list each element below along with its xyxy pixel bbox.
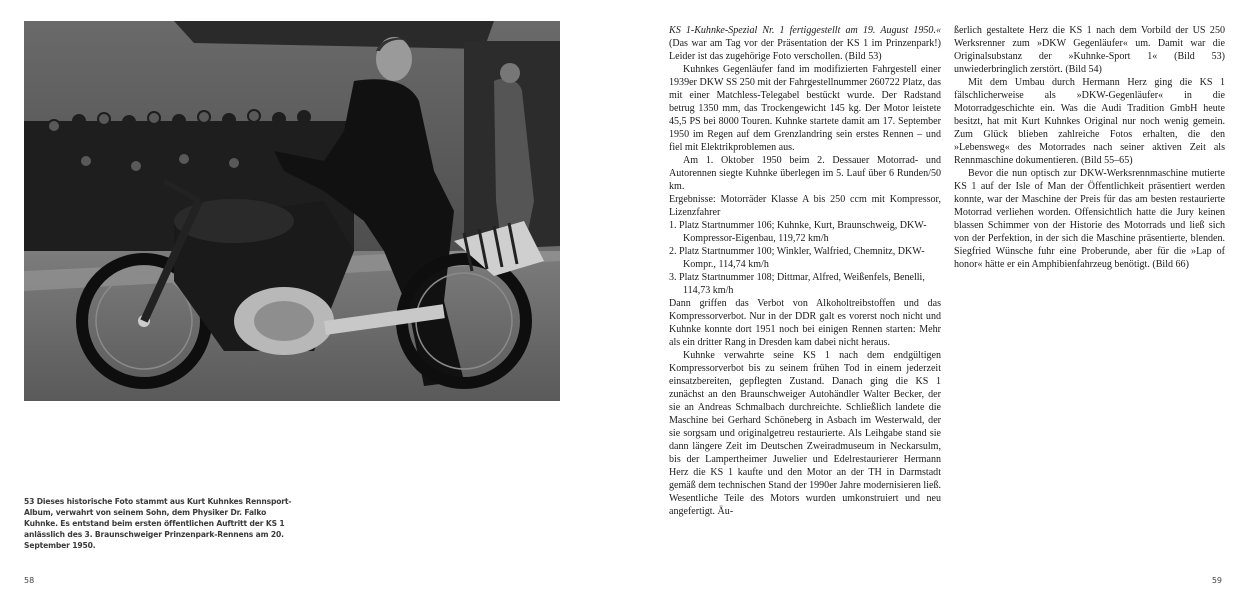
paragraph-text: (Das war am Tag vor der Präsentation der KS 1 im Prinzenpark!) Leider ist das zugehörige Foto verschollen. (Bild 53) bbox=[669, 38, 941, 62]
paragraph bbox=[669, 24, 941, 63]
paragraph: ßerlich gestaltete Herz die KS 1 nach dem Vorbild der US 250 Werksrenner zum »DKW Gegenläufer« um. Damit war die Originalsubstanz der »Kuhnke-Sport 1« (Bild 53) unwiederbringlich zerstört. (Bild 54) bbox=[954, 25, 1225, 75]
italic-quote: KS 1-Kuhnke-Spezial Nr. 1 fertiggestellt am 19. August 1950.« bbox=[669, 25, 941, 36]
text-column-1 bbox=[669, 24, 941, 518]
right-page bbox=[629, 0, 1258, 608]
historic-motorcycle-photo bbox=[24, 21, 560, 401]
paragraph: Am 1. Oktober 1950 beim 2. Dessauer Motorrad- und Autorennen siegte Kuhnke überlegen im 5. Lauf über 6 Runden/50 km. bbox=[669, 155, 941, 192]
caption-text: Dieses historische Foto stammt aus Kurt Kuhnkes Rennsport-Album, verwahrt von seinem Sohn, dem Physiker Dr. Falko Kuhnke. Es entstand beim ersten öffentlichen Auftritt der KS 1 anlässlich des 3. Braunschweiger Prinzenpark-Rennens am 20. September 1950. bbox=[24, 497, 292, 550]
page-number-right: 59 bbox=[1211, 576, 1222, 585]
paragraph: Bevor die nun optisch zur DKW-Werksrennmaschine mutierte KS 1 auf der Isle of Man der Öffentlichkeit präsentiert werden konnte, war der Maschine der Preis für das am besten restaurierte Motorrad verliehen worden. Offensichtlich hatte die Jury keinen blassen Schimmer von der Historie des Motorrads und ließ sich von der Perfektion, in der sich die Maschine präsentierte, blenden. Siegfried Wünsche fuhr eine Proberunde, aber für die »Lap of honor« hätte er ein Amphibienfahrzeug benötigt. (Bild 66) bbox=[954, 168, 1225, 270]
result-item: 2. Platz Startnummer 100; Winkler, Walfried, Chemnitz, DKW-Kompr., 114,74 km/h bbox=[669, 246, 925, 270]
paragraph: Mit dem Umbau durch Hermann Herz ging die KS 1 fälschlicherweise als »DKW-Gegenläufer« in die Motorradgeschichte ein. Was die Audi Tradition GmbH heute besitzt, hat mit Kurt Kuhnkes Original nur noch wenig gemein. Zum Glück blieben zahlreiche Fotos erhalten, die den »Lebensweg« des Motorrades nach seiner aktiven Zeit als Rennmaschine dokumentieren. (Bild 55–65) bbox=[954, 77, 1225, 166]
result-item: 1. Platz Startnummer 106; Kuhnke, Kurt, Braunschweig, DKW-Kompressor-Eigenbau, 119,72 km/h bbox=[669, 220, 927, 244]
results-heading: Ergebnisse: Motorräder Klasse A bis 250 ccm mit Kompressor, Lizenzfahrer bbox=[669, 194, 941, 218]
paragraph: Dann griffen das Verbot von Alkoholtreibstoffen und das Kompressorverbot. Nur in der DDR galt es vorerst noch nicht und Kuhnke konnte dort 1951 noch bei einigen Rennen starten: Mehr als ein dritter Rang in Dresden kam dabei nicht heraus. bbox=[669, 298, 941, 348]
page-number-left: 58 bbox=[24, 576, 35, 585]
photo-caption bbox=[24, 496, 302, 551]
result-item: 3. Platz Startnummer 108; Dittmar, Alfred, Weißenfels, Benelli, 114,73 km/h bbox=[669, 272, 925, 296]
text-column-2 bbox=[954, 24, 1225, 271]
caption-number: 53 bbox=[24, 497, 35, 506]
paragraph: Kuhnkes Gegenläufer fand im modifizierten Fahrgestell einer 1939er DKW SS 250 mit der Fahrgestellnummer 260722 Platz, das mit einer Matchless-Telegabel bestückt wurde. Der Radstand betrug 1350 mm, das Trockengewicht 145 kg. Der Motor leistete 45,5 PS bei 8000 Touren. Kuhnke startete damit am 17. September 1950 im Regen auf dem Grenzlandring sein erstes Rennen – und fiel mit Elektrikproblemen aus. bbox=[669, 64, 941, 153]
paragraph: Kuhnke verwahrte seine KS 1 nach dem endgültigen Kompressorverbot bis zu seinem frühen Tod in einem jederzeit einsatzbereiten, gepflegten Zustand. Danach ging die KS 1 zunächst an den Braunschweiger Autohändler Walter Becker, der sie an Andreas Schmalbach durchreichte. Schließlich landete die Maschine bei Gerhard Schöneberg in Asbach im Westerwald, der sie sorgsam und originalgetreu restaurierte. Als Leihgabe stand sie dann längere Zeit im Deutschen Zweiradmuseum in Neckarsulm, bis der Lampertheimer Juwelier und Edelrestaurierer Hermann Herz die KS 1 kaufte und den Motor an der TH in Darmstadt gemäß dem technischen Stand der 1990er Jahre modernisieren ließ. Wesentliche Teile des Motors wurden umkonstruiert und neu angefertigt. Äu- bbox=[669, 350, 941, 517]
